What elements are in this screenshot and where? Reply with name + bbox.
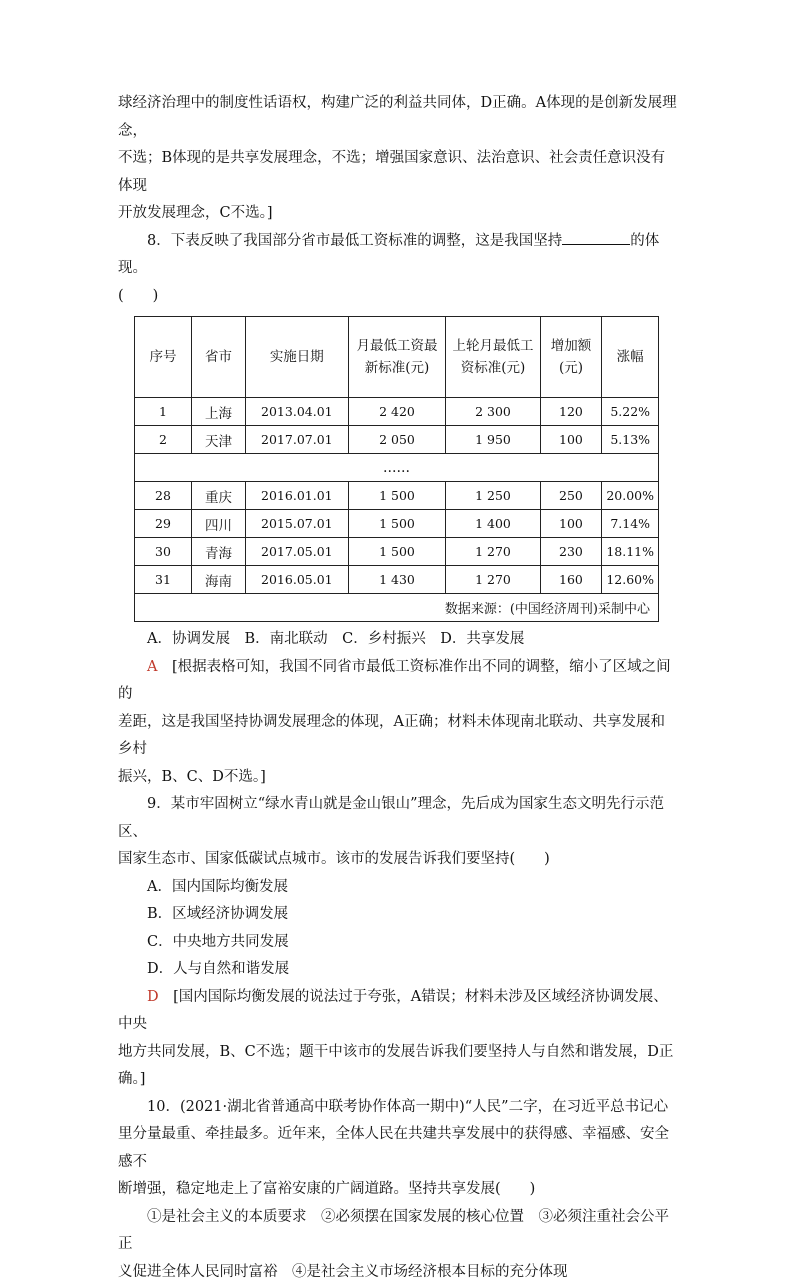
wage-table bbox=[134, 316, 659, 622]
cell-date: 2017.07.01 bbox=[246, 426, 349, 454]
cell-increase: 120 bbox=[540, 398, 602, 426]
cell-new-wage: 2 420 bbox=[348, 398, 446, 426]
cell-province: 海南 bbox=[192, 566, 246, 594]
q8-paren: ( ) bbox=[118, 283, 678, 311]
cell-old-wage: 1 270 bbox=[446, 538, 540, 566]
table-row bbox=[135, 398, 659, 426]
q10-items-line-1: ①是社会主义的本质要求 ②必须摆在国家发展的核心位置 ③必须注重社会公平正 bbox=[118, 1204, 678, 1259]
intro-line-3: 开放发展理念，C不选。] bbox=[118, 200, 678, 228]
cell-index: 2 bbox=[135, 426, 192, 454]
cell-province: 四川 bbox=[192, 510, 246, 538]
document-page bbox=[118, 90, 678, 1286]
cell-rate: 18.11% bbox=[602, 538, 659, 566]
cell-province: 上海 bbox=[192, 398, 246, 426]
cell-old-wage: 2 300 bbox=[446, 398, 540, 426]
q9-stem-line-2: 国家生态市、国家低碳试点城市。该市的发展告诉我们要坚持( ) bbox=[118, 846, 678, 874]
cell-date: 2013.04.01 bbox=[246, 398, 349, 426]
q8-stem-before: 8．下表反映了我国部分省市最低工资标准的调整，这是我国坚持 bbox=[147, 233, 562, 249]
cell-new-wage: 2 050 bbox=[348, 426, 446, 454]
cell-date: 2016.05.01 bbox=[246, 566, 349, 594]
table-ellipsis-row bbox=[135, 454, 659, 482]
table-row bbox=[135, 566, 659, 594]
cell-increase: 250 bbox=[540, 482, 602, 510]
header-cell: 增加额(元) bbox=[540, 317, 602, 398]
intro-line-1: 球经济治理中的制度性话语权，构建广泛的利益共同体，D正确。A体现的是创新发展理念， bbox=[118, 90, 678, 145]
q8-explanation-line-2: 差距，这是我国坚持协调发展理念的体现，A正确；材料未体现南北联动、共享发展和乡村 bbox=[118, 709, 678, 764]
cell-rate: 5.22% bbox=[602, 398, 659, 426]
q9-stem-line-1: 9．某市牢固树立“绿水青山就是金山银山”理念，先后成为国家生态文明先行示范区、 bbox=[118, 791, 678, 846]
cell-rate: 20.00% bbox=[602, 482, 659, 510]
cell-old-wage: 1 250 bbox=[446, 482, 540, 510]
q8-explanation-line-1 bbox=[118, 654, 678, 709]
intro-line-2: 不选；B体现的是共享发展理念，不选；增强国家意识、法治意识、社会责任意识没有体现 bbox=[118, 145, 678, 200]
cell-province: 重庆 bbox=[192, 482, 246, 510]
cell-index: 1 bbox=[135, 398, 192, 426]
cell-province: 青海 bbox=[192, 538, 246, 566]
q9-explanation-line-3: 确。] bbox=[118, 1066, 678, 1094]
cell-index: 29 bbox=[135, 510, 192, 538]
header-cell: 涨幅 bbox=[602, 317, 659, 398]
q9-explanation-text: [国内国际均衡发展的说法过于夸张，A错误；材料未涉及区域经济协调发展、中央 bbox=[118, 989, 668, 1033]
cell-date: 2015.07.01 bbox=[246, 510, 349, 538]
q9-option-c: C．中央地方共同发展 bbox=[147, 929, 678, 957]
q10-items-line-2: 义促进全体人民同时富裕 ④是社会主义市场经济根本目标的充分体现 bbox=[118, 1259, 678, 1286]
q8-stem-after: 的体现。 bbox=[118, 233, 659, 277]
q8-answer-letter: A bbox=[147, 659, 157, 675]
cell-province: 天津 bbox=[192, 426, 246, 454]
q9-explanation-line-2: 地方共同发展，B、C不选；题干中该市的发展告诉我们要坚持人与自然和谐发展，D正 bbox=[118, 1039, 678, 1067]
cell-new-wage: 1 500 bbox=[348, 538, 446, 566]
cell-rate: 7.14% bbox=[602, 510, 659, 538]
ellipsis-cell: …… bbox=[135, 454, 659, 482]
cell-new-wage: 1 500 bbox=[348, 482, 446, 510]
cell-rate: 5.13% bbox=[602, 426, 659, 454]
cell-new-wage: 1 430 bbox=[348, 566, 446, 594]
table-row bbox=[135, 510, 659, 538]
table-header-row bbox=[135, 317, 659, 398]
q8-blank bbox=[562, 230, 630, 245]
cell-index: 30 bbox=[135, 538, 192, 566]
q9-option-a: A．国内国际均衡发展 bbox=[147, 874, 678, 902]
q8-options: A．协调发展 B．南北联动 C．乡村振兴 D．共享发展 bbox=[147, 626, 678, 654]
cell-old-wage: 1 270 bbox=[446, 566, 540, 594]
q8-stem bbox=[118, 228, 678, 283]
q10-stem-line-3: 断增强，稳定地走上了富裕安康的广阔道路。坚持共享发展( ) bbox=[118, 1176, 678, 1204]
cell-index: 28 bbox=[135, 482, 192, 510]
q9-option-d: D．人与自然和谐发展 bbox=[147, 956, 678, 984]
q8-explanation-line-3: 振兴，B、C、D不选。] bbox=[118, 764, 678, 792]
q10-stem-line-1: 10．(2021·湖北省普通高中联考协作体高一期中)“人民”二字，在习近平总书记心 bbox=[118, 1094, 678, 1122]
cell-increase: 230 bbox=[540, 538, 602, 566]
q8-explanation-text: [根据表格可知，我国不同省市最低工资标准作出不同的调整，缩小了区域之间的 bbox=[118, 659, 671, 703]
table-row bbox=[135, 482, 659, 510]
cell-date: 2016.01.01 bbox=[246, 482, 349, 510]
q9-explanation-line-1 bbox=[118, 984, 678, 1039]
table-row bbox=[135, 426, 659, 454]
header-cell: 上轮月最低工资标准(元) bbox=[446, 317, 540, 398]
header-cell: 序号 bbox=[135, 317, 192, 398]
table-row bbox=[135, 538, 659, 566]
cell-increase: 160 bbox=[540, 566, 602, 594]
cell-old-wage: 1 400 bbox=[446, 510, 540, 538]
header-cell: 实施日期 bbox=[246, 317, 349, 398]
table-source-row bbox=[135, 594, 659, 622]
cell-new-wage: 1 500 bbox=[348, 510, 446, 538]
q9-option-b: B．区域经济协调发展 bbox=[147, 901, 678, 929]
cell-increase: 100 bbox=[540, 510, 602, 538]
table-source: 数据来源：(中国经济周刊)采制中心 bbox=[135, 594, 659, 622]
cell-date: 2017.05.01 bbox=[246, 538, 349, 566]
cell-rate: 12.60% bbox=[602, 566, 659, 594]
header-cell: 省市 bbox=[192, 317, 246, 398]
cell-old-wage: 1 950 bbox=[446, 426, 540, 454]
cell-increase: 100 bbox=[540, 426, 602, 454]
header-cell: 月最低工资最新标准(元) bbox=[348, 317, 446, 398]
q10-stem-line-2: 里分量最重、牵挂最多。近年来，全体人民在共建共享发展中的获得感、幸福感、安全感不 bbox=[118, 1121, 678, 1176]
q9-answer-letter: D bbox=[147, 989, 159, 1005]
cell-index: 31 bbox=[135, 566, 192, 594]
